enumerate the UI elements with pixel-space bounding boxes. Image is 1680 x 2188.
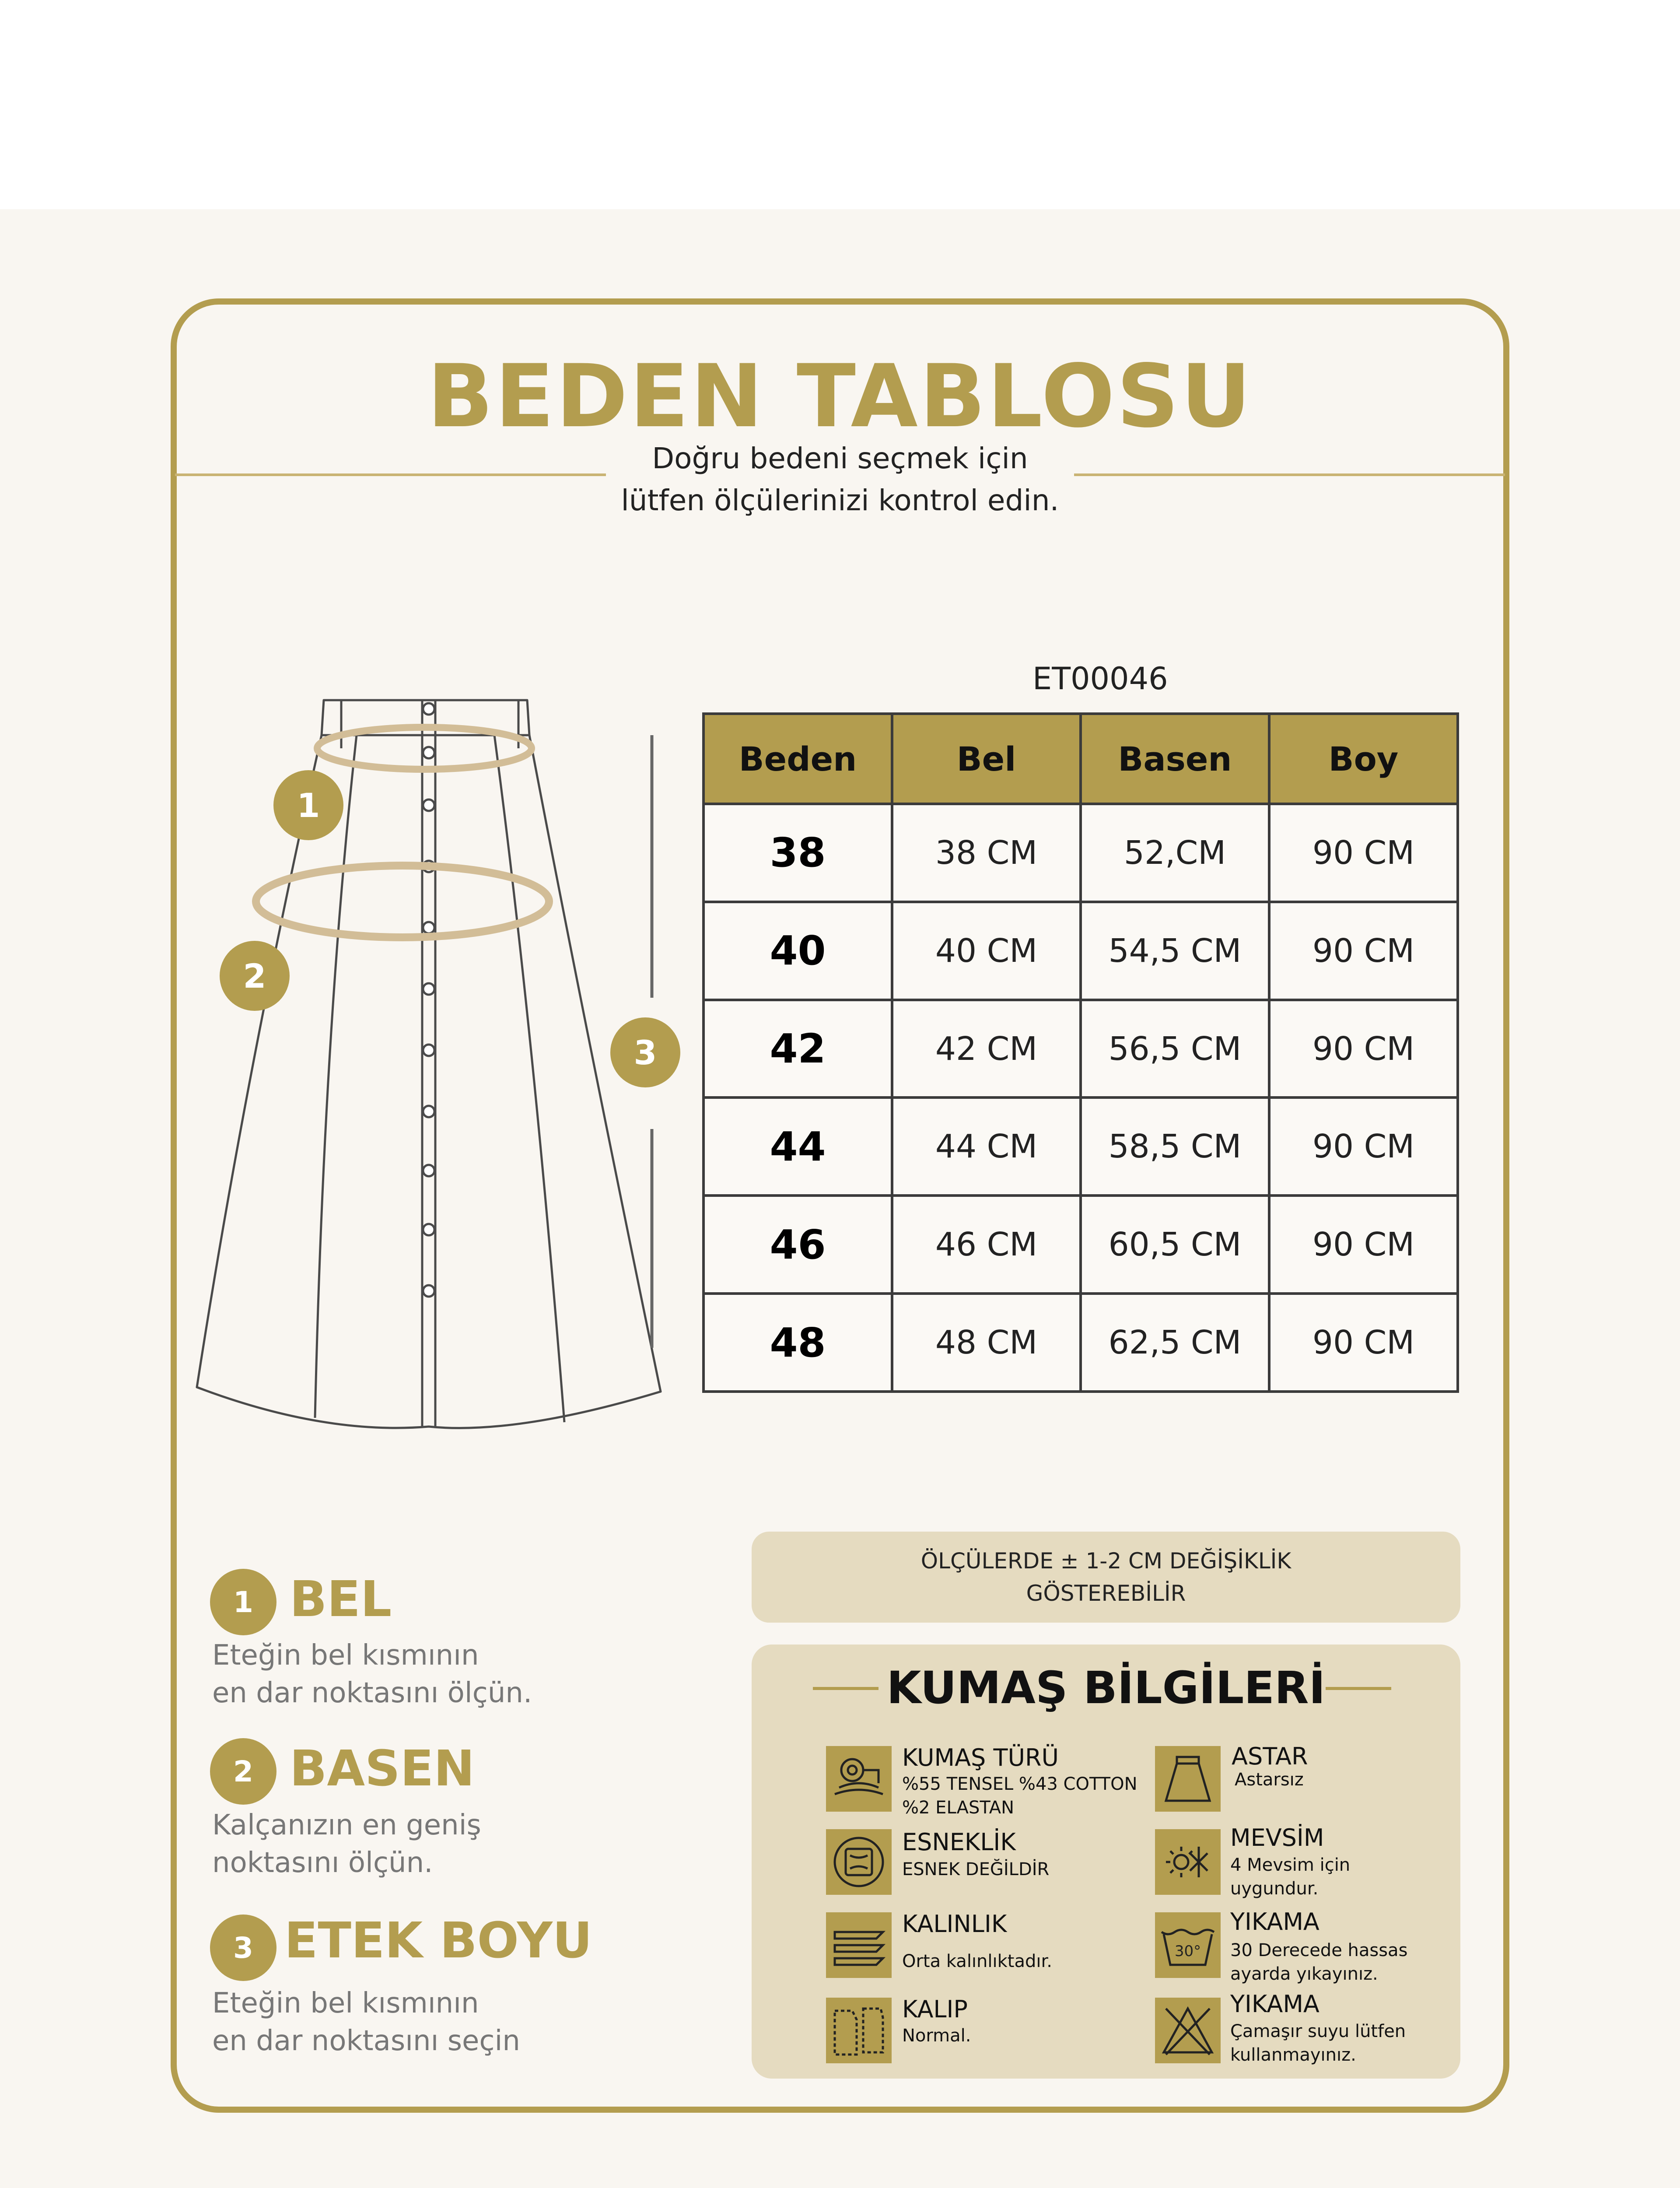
waist-cell: 38 CM bbox=[892, 804, 1081, 902]
hip-cell: 62,5 CM bbox=[1081, 1294, 1269, 1392]
skirt-lining-icon bbox=[1155, 1746, 1221, 1812]
fabric-sub-line: 30 Derecede hassas bbox=[1230, 1940, 1408, 1960]
washing-label: YIKAMA bbox=[1230, 1908, 1320, 1936]
fabric-sub-line: ayarda yıkayınız. bbox=[1230, 1964, 1378, 1984]
table-row bbox=[704, 804, 1458, 902]
size-table bbox=[702, 712, 1459, 1393]
fabric-type-label: KUMAŞ TÜRÜ bbox=[902, 1744, 1059, 1771]
legend-badge-2: 2 bbox=[210, 1738, 276, 1805]
subtitle-line-2: lütfen ölçülerinizi kontrol edin. bbox=[621, 484, 1059, 517]
measurement-tolerance-note bbox=[752, 1532, 1460, 1623]
season-label: MEVSİM bbox=[1230, 1824, 1324, 1851]
fabric-sub-line: uygundur. bbox=[1230, 1879, 1319, 1899]
col-header-size: Beden bbox=[704, 714, 892, 804]
legend-desc-line: noktasını ölçün. bbox=[212, 1847, 433, 1879]
fabric-sub-line: Çamaşır suyu lütfen bbox=[1230, 2021, 1406, 2041]
layers-icon bbox=[826, 1912, 892, 1978]
hip-cell: 52,CM bbox=[1081, 804, 1269, 902]
col-header-hip: Basen bbox=[1081, 714, 1269, 804]
size-cell: 42 bbox=[704, 1000, 892, 1098]
bleach-value bbox=[1230, 2020, 1406, 2067]
buttons bbox=[423, 703, 434, 1297]
length-cell: 90 CM bbox=[1269, 1196, 1458, 1294]
right-pleat-seam bbox=[494, 735, 564, 1422]
stretch-icon bbox=[826, 1829, 892, 1895]
pattern-icon bbox=[826, 1998, 892, 2063]
legend-desc-hip bbox=[212, 1806, 481, 1882]
stretch-label: ESNEKLİK bbox=[902, 1828, 1016, 1856]
lining-label: ASTAR bbox=[1232, 1743, 1308, 1770]
col-header-length: Boy bbox=[1269, 714, 1458, 804]
table-row bbox=[704, 1196, 1458, 1294]
legend-badge-1: 1 bbox=[210, 1569, 276, 1635]
legend-title-hip: BASEN bbox=[290, 1740, 475, 1797]
waist-cell: 48 CM bbox=[892, 1294, 1081, 1392]
thickness-label: KALINLIK bbox=[902, 1910, 1007, 1938]
length-cell: 90 CM bbox=[1269, 804, 1458, 902]
size-cell: 38 bbox=[704, 804, 892, 902]
legend-desc-line: Eteğin bel kısmının bbox=[212, 1639, 479, 1672]
page-subtitle bbox=[0, 438, 1680, 522]
legend-desc-line: en dar noktasını ölçün. bbox=[212, 1677, 532, 1709]
waist-cell: 42 CM bbox=[892, 1000, 1081, 1098]
fabric-title-line-left bbox=[813, 1687, 878, 1690]
thickness-value: Orta kalınlıktadır. bbox=[902, 1951, 1052, 1971]
page-title: BEDEN TABLOSU bbox=[427, 346, 1253, 447]
fabric-sub-line: kullanmayınız. bbox=[1230, 2045, 1356, 2065]
skirt-outline bbox=[197, 735, 661, 1428]
legend-desc-line: Kalçanızın en geniş bbox=[212, 1809, 481, 1841]
season-icon bbox=[1155, 1829, 1221, 1895]
legend-desc-length bbox=[212, 1985, 520, 2060]
hip-cell: 56,5 CM bbox=[1081, 1000, 1269, 1098]
hip-cell: 60,5 CM bbox=[1081, 1196, 1269, 1294]
legend-title-waist: BEL bbox=[290, 1571, 392, 1628]
diagram-marker-1: 1 bbox=[273, 770, 343, 840]
stretch-value: ESNEK DEĞİLDİR bbox=[902, 1859, 1050, 1879]
waist-cell: 46 CM bbox=[892, 1196, 1081, 1294]
subtitle-line-1: Doğru bedeni seçmek için bbox=[652, 442, 1028, 475]
table-header-row bbox=[704, 714, 1458, 804]
diagram-marker-3: 3 bbox=[610, 1017, 680, 1087]
waist-cell: 40 CM bbox=[892, 902, 1081, 1000]
length-cell: 90 CM bbox=[1269, 1294, 1458, 1392]
lining-value: Astarsız bbox=[1235, 1770, 1304, 1790]
bleach-label: YIKAMA bbox=[1230, 1990, 1320, 2018]
washing-value bbox=[1230, 1939, 1407, 1986]
wash-temp-label: 30° bbox=[1174, 1943, 1201, 1960]
waist-cell: 44 CM bbox=[892, 1098, 1081, 1196]
note-line: ÖLÇÜLERDE ± 1-2 CM DEĞİŞİKLİK bbox=[920, 1548, 1292, 1574]
table-row bbox=[704, 902, 1458, 1000]
legend-desc-line: Eteğin bel kısmının bbox=[212, 1987, 479, 2020]
fabric-title-line-right bbox=[1326, 1687, 1391, 1690]
fabric-roll-icon bbox=[826, 1746, 892, 1812]
fabric-sub-line: %55 TENSEL %43 COTTON bbox=[902, 1774, 1138, 1794]
col-header-waist: Bel bbox=[892, 714, 1081, 804]
hip-cell: 54,5 CM bbox=[1081, 902, 1269, 1000]
note-line: GÖSTEREBİLİR bbox=[1026, 1581, 1186, 1606]
fabric-type-value bbox=[902, 1772, 1138, 1820]
hip-measure-ring bbox=[256, 866, 549, 937]
hip-cell: 58,5 CM bbox=[1081, 1098, 1269, 1196]
size-cell: 40 bbox=[704, 902, 892, 1000]
wash-30-icon bbox=[1155, 1912, 1221, 1978]
size-cell: 48 bbox=[704, 1294, 892, 1392]
table-row bbox=[704, 1000, 1458, 1098]
size-cell: 44 bbox=[704, 1098, 892, 1196]
pattern-label: KALIP bbox=[902, 1995, 968, 2023]
length-cell: 90 CM bbox=[1269, 1000, 1458, 1098]
diagram-marker-2: 2 bbox=[220, 941, 290, 1011]
fabric-title: KUMAŞ BİLGİLERİ bbox=[886, 1662, 1326, 1714]
length-cell: 90 CM bbox=[1269, 902, 1458, 1000]
table-row bbox=[704, 1098, 1458, 1196]
no-bleach-icon bbox=[1155, 1998, 1221, 2063]
table-row bbox=[704, 1294, 1458, 1392]
length-cell: 90 CM bbox=[1269, 1098, 1458, 1196]
legend-badge-3: 3 bbox=[210, 1914, 276, 1981]
pattern-value: Normal. bbox=[902, 2026, 971, 2046]
product-code: ET00046 bbox=[1032, 661, 1168, 697]
legend-title-length: ETEK BOYU bbox=[284, 1912, 592, 1969]
legend-desc-line: en dar noktasını seçin bbox=[212, 2025, 520, 2057]
season-value bbox=[1230, 1853, 1350, 1900]
fabric-sub-line: 4 Mevsim için bbox=[1230, 1855, 1351, 1875]
size-cell: 46 bbox=[704, 1196, 892, 1294]
legend-desc-waist bbox=[212, 1637, 532, 1712]
fabric-sub-line: %2 ELASTAN bbox=[902, 1798, 1015, 1818]
